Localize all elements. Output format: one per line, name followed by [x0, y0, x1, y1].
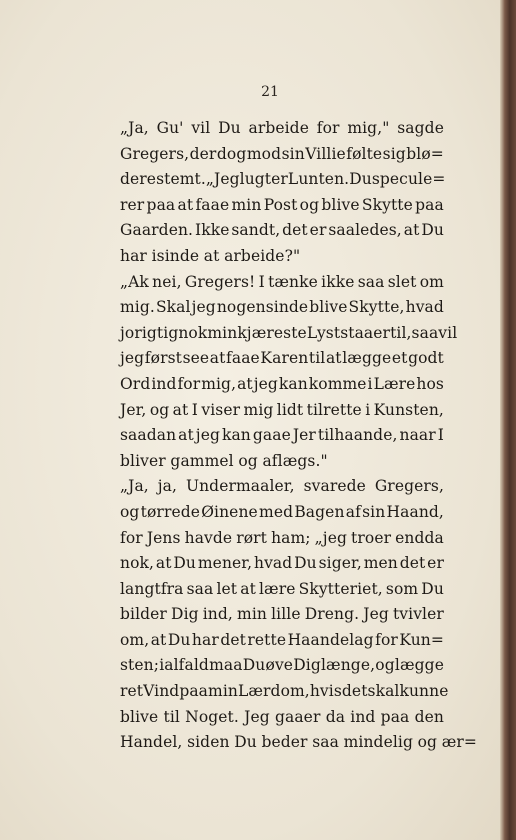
- text-line: Handel, siden Du beder saa mindelig og ær=: [120, 733, 478, 752]
- text-line: jeg først see at faae Karen til at lægge et godt: [120, 349, 444, 368]
- text-line: rer paa at faae min Post og blive Skytte paa: [120, 195, 444, 214]
- text-line: har isinde at arbeide?": [120, 246, 301, 265]
- text-line: Ord ind for mig, at jeg kan komme i Lære hos: [120, 374, 444, 393]
- text-line: blive til Noget. Jeg gaaer da ind paa den: [120, 707, 444, 726]
- text-line: bliver gammel og aflægs.": [120, 451, 328, 470]
- text-line: „Ja, Gu' vil Du arbeide for mig," sagde: [120, 119, 444, 137]
- page-number: 21: [261, 84, 279, 100]
- text-line: bilder Dig ind, min lille Dreng. Jeg tvivler: [120, 605, 444, 624]
- text-line: mig. Skal jeg nogensinde blive Skytte, hvad: [120, 298, 444, 317]
- text-line: og tørrede Øinene med Bagen af sin Haand,: [120, 502, 444, 521]
- text-line: for Jens havde rørt ham; „jeg troer endda: [120, 528, 444, 547]
- text-line: nok, at Du mener, hvad Du siger, men det er: [120, 554, 444, 573]
- text-line: „Ja, ja, Undermaaler, svarede Gregers,: [120, 477, 444, 496]
- text-line: Gaarden. Ikke sandt, det er saaledes, at Du: [120, 221, 444, 240]
- text-line: langtfra saa let at lære Skytteriet, som Du: [120, 579, 444, 598]
- text-line: om, at Du har det rette Haandelag for Kun=: [120, 630, 444, 649]
- text-line: saadan at jeg kan gaae Jer tilhaande, naar I: [120, 426, 444, 445]
- book-spine: [500, 0, 516, 840]
- text-line: Jer, og at I viser mig lidt tilrette i Kunsten,: [120, 400, 444, 419]
- text-line: ret Vind paa min Lærdom, hvis det skal kunne: [120, 682, 449, 701]
- body-text: [120, 116, 478, 756]
- text-line: sten; ialfald maa Du øve Dig længe, og lægge: [120, 656, 444, 675]
- text-line: dere stemt. „Jeg lugter Lunten. Du specule=: [120, 170, 446, 189]
- text-line: jo rigtignok min kjæreste Lyst staaer til, saa vil: [120, 323, 458, 342]
- text-line: „Ak nei, Gregers! I tænke ikke saa slet om: [120, 272, 444, 291]
- text-line: Gregers, der dog mod sin Villie følte sig blø=: [120, 144, 444, 163]
